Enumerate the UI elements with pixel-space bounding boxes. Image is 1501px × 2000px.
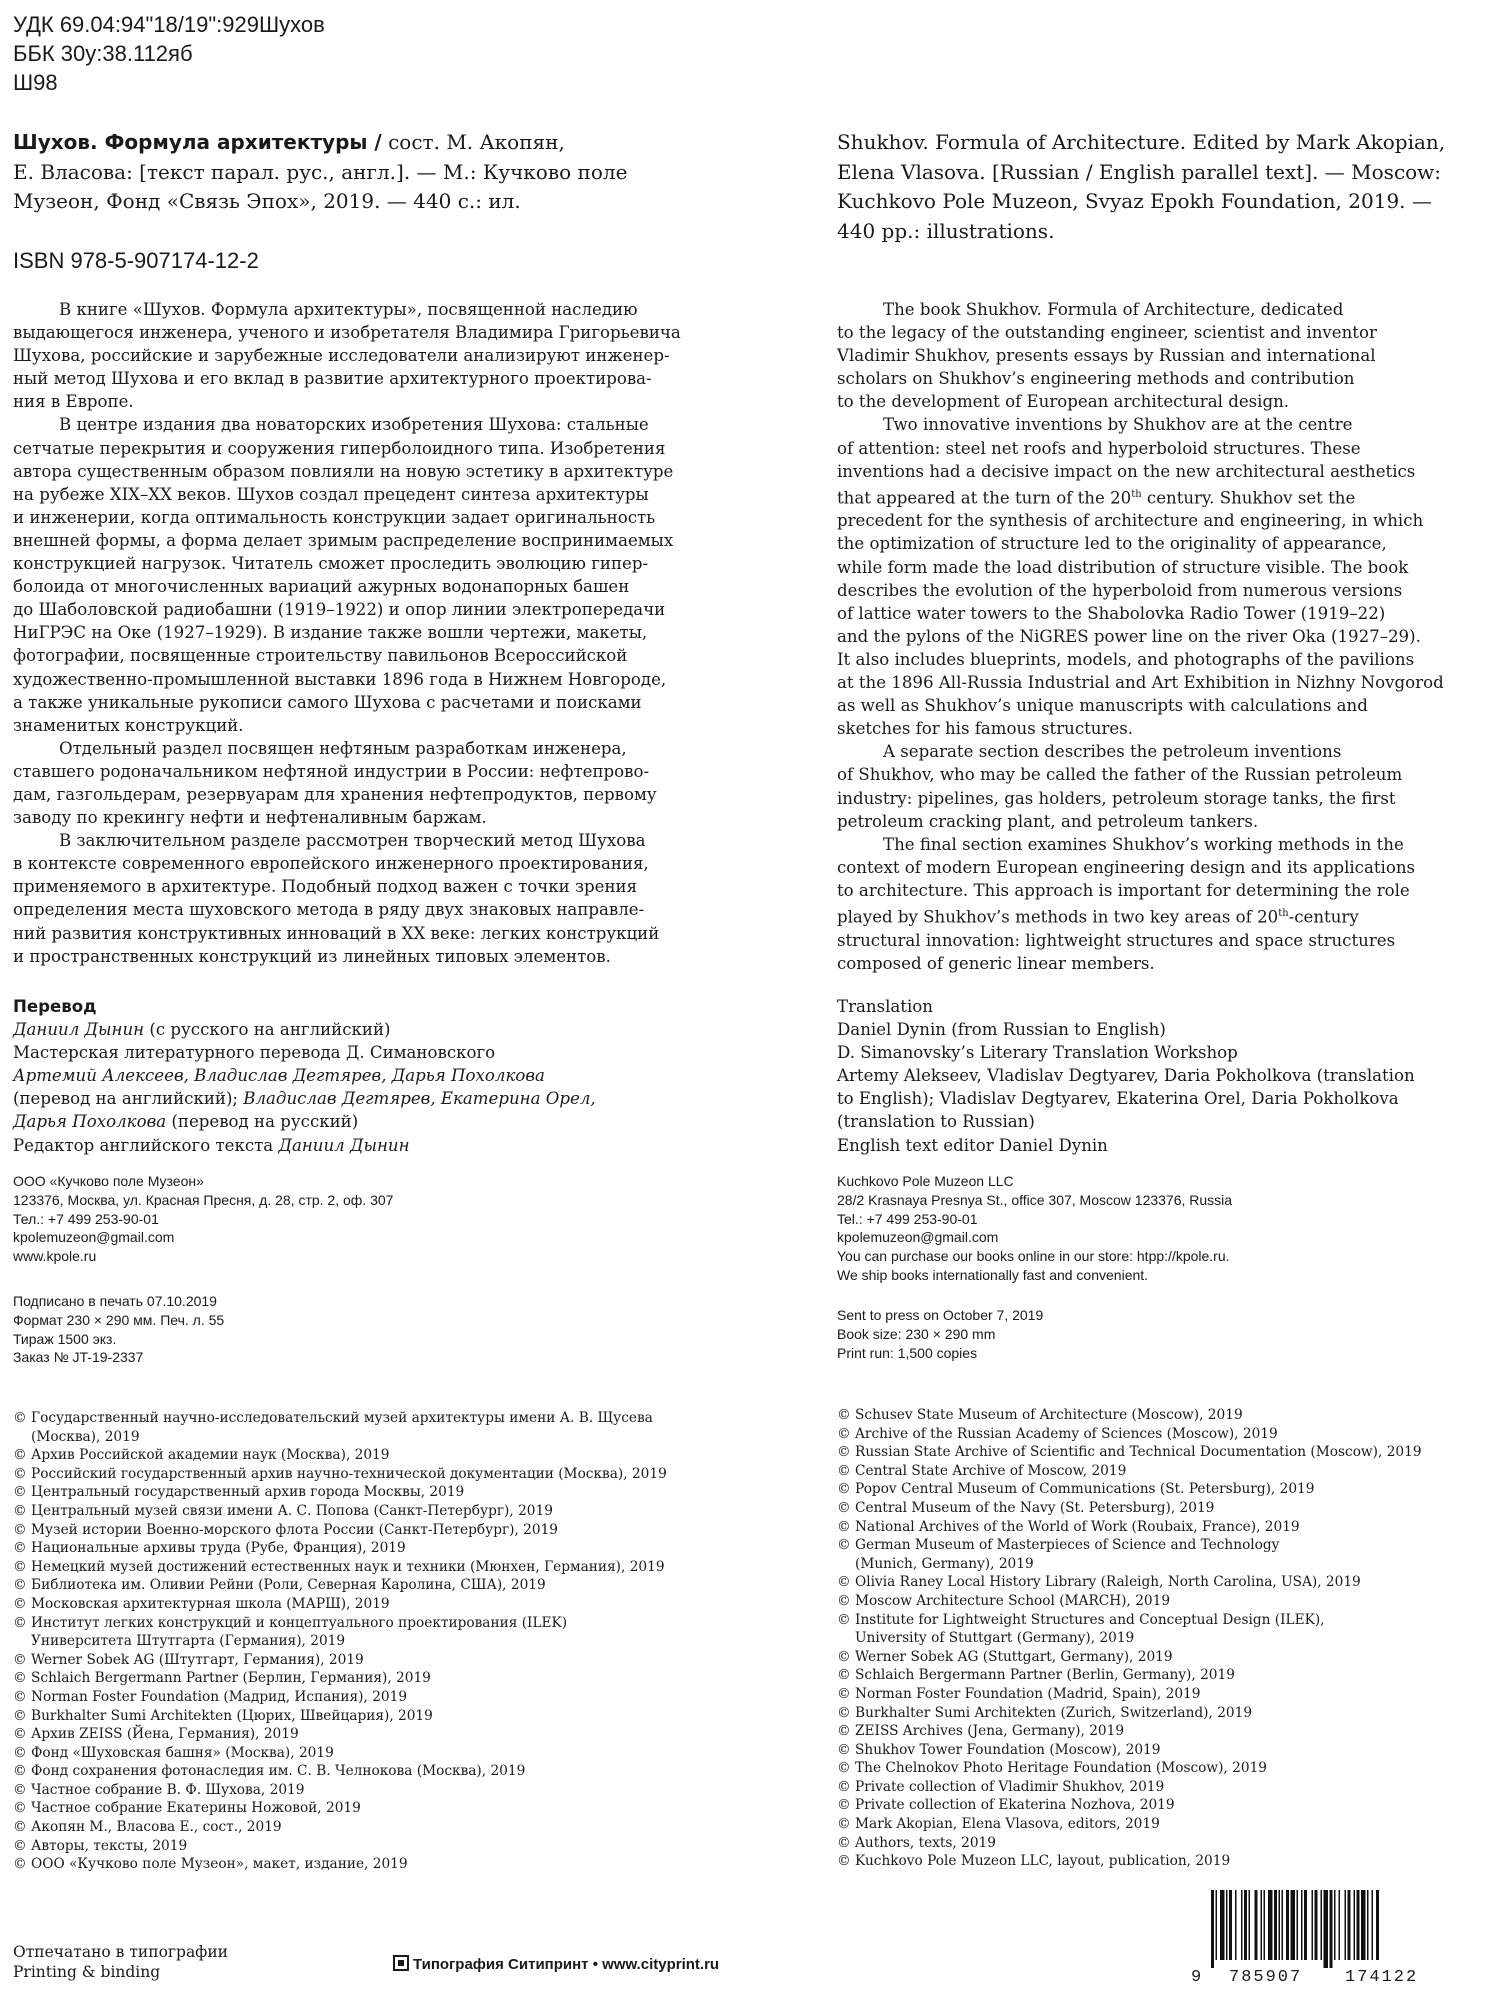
print-line: Подписано в печать 07.10.2019	[13, 1293, 217, 1309]
publisher-line: Tel.: +7 499 253-90-01	[837, 1210, 978, 1227]
copyright-line: © Central State Archive of Moscow, 2019	[837, 1462, 1127, 1479]
biblio-en-line: Shukhov. Formula of Architecture. Edited by Mark Akopian,	[837, 130, 1446, 154]
copyright-line: Университета Штутгарта (Германия), 2019	[31, 1633, 346, 1650]
credit-text: (translation to Russian)	[837, 1112, 1035, 1132]
annotation-line: автора существенным образом повлияли на новую эстетику в архитектуре	[13, 461, 674, 481]
copyright-line: © Burkhalter Sumi Architekten (Zurich, Switzerland), 2019	[837, 1704, 1253, 1721]
annotation-line: inventions had a decisive impact on the new architectural aesthetics	[837, 461, 1416, 481]
annotation-line: played by Shukhov’s methods in two key areas of 20th-century	[837, 907, 1359, 927]
translator-name: Даниил Дынин	[13, 1020, 145, 1040]
annotation-line: composed of generic linear members.	[837, 953, 1155, 973]
copyright-line: University of Stuttgart (Germany), 2019	[855, 1630, 1135, 1647]
annotation-line: scholars on Shukhov’s engineering methods and contribution	[837, 369, 1355, 389]
barcode-right-digits: 174122	[1345, 1968, 1419, 1987]
translation-credits-ru	[13, 995, 725, 1157]
copyright-line: © Norman Foster Foundation (Мадрид, Испания), 2019	[13, 1688, 408, 1705]
annotation-line: ставшего родоначальником нефтяной индустрии в России: нефтепрово-	[13, 761, 650, 781]
copyright-line: © Popov Central Museum of Communications (St. Petersburg), 2019	[837, 1481, 1315, 1498]
copyright-list-ru	[13, 1409, 725, 1874]
annotation-line: НиГРЭС на Оке (1927–1929). В издание также вошли чертежи, макеты,	[13, 623, 648, 643]
publisher-line: kpolemuzeon@gmail.com	[13, 1229, 175, 1246]
annotation-line: The final section examines Shukhov’s working methods in the	[883, 834, 1404, 854]
annotation-line: Шухова, российские и зарубежные исследователи анализируют инженер-	[13, 346, 670, 366]
annotation-line: industry: pipelines, gas holders, petroleum storage tanks, the first	[837, 788, 1396, 808]
copyright-line: © Архив Российской академии наук (Москва), 2019	[13, 1447, 390, 1464]
copyright-line: © Werner Sobek AG (Штутгарт, Германия), 2019	[13, 1651, 364, 1668]
annotation-line: as well as Shukhov’s unique manuscripts with calculations and	[837, 696, 1368, 716]
annotation-line: применяемого в архитектуре. Подобный подход важен с точки зрения	[13, 877, 638, 897]
publisher-info-en	[837, 1172, 1487, 1285]
editor-name: Даниил Дынин	[278, 1135, 410, 1155]
annotation-line: внешней формы, а форма делает зримым распределение воспринимаемых	[13, 530, 674, 550]
barcode-lead-digit: 9	[1191, 1968, 1202, 1987]
copyright-line: © Музей истории Военно-морского флота России (Санкт-Петербург), 2019	[13, 1521, 559, 1538]
copyright-line: © Central Museum of the Navy (St. Petersburg), 2019	[837, 1499, 1215, 1516]
udk-codes	[13, 10, 325, 97]
print-line: Sent to press on October 7, 2019	[837, 1307, 1044, 1323]
cityprint-logo-icon	[393, 1955, 409, 1971]
copyright-line: © Архив ZEISS (Йена, Германия), 2019	[13, 1726, 299, 1743]
copyright-line: © Schlaich Bergermann Partner (Berlin, Germany), 2019	[837, 1667, 1235, 1684]
annotation-line: A separate section describes the petroleum inventions	[883, 742, 1342, 762]
copyright-line: © Государственный научно-исследовательский музей архитектуры имени А. В. Щусева	[13, 1410, 653, 1426]
annotation-line: The book Shukhov. Formula of Architecture, dedicated	[883, 300, 1344, 319]
biblio-ru-line: сост. М. Акопян,	[381, 130, 565, 154]
copyright-line: © Olivia Raney Local History Library (Raleigh, North Carolina, USA), 2019	[837, 1574, 1361, 1591]
udk-code: УДК 69.04:94"18/19":929Шухов	[13, 12, 325, 37]
annotation-line: of Shukhov, who may be called the father of the Russian petroleum	[837, 765, 1403, 785]
copyright-line: © Российский государственный архив научно-технической документации (Москва), 2019	[13, 1465, 667, 1482]
annotation-line: structural innovation: lightweight structures and space structures	[837, 930, 1396, 950]
copyright-line: © Московская архитектурная школа (МАРШ), 2019	[13, 1595, 390, 1612]
annotation-line: of attention: steel net roofs and hyperboloid structures. These	[837, 438, 1361, 458]
biblio-record-ru	[13, 128, 725, 217]
copyright-list-en	[837, 1406, 1487, 1871]
annotation-line: that appeared at the turn of the 20th century. Shukhov set the	[837, 488, 1356, 508]
isbn: ISBN 978-5-907174-12-2	[13, 248, 259, 273]
print-info-ru	[13, 1292, 725, 1367]
credit-text: Редактор английского текста	[13, 1135, 279, 1155]
credit-text: D. Simanovsky’s Literary Translation Workshop	[837, 1043, 1238, 1063]
credit-text: (перевод на английский);	[13, 1089, 244, 1109]
annotation-line: и пространственных конструкций из линейных типовых элементов.	[13, 946, 611, 966]
copyright-line: © ZEISS Archives (Jena, Germany), 2019	[837, 1723, 1125, 1740]
copyright-line: © German Museum of Masterpieces of Science and Technology	[837, 1537, 1280, 1554]
printer-name	[393, 1955, 719, 1973]
copyright-line: © Центральный государственный архив города Москвы, 2019	[13, 1484, 465, 1501]
annotation-line: а также уникальные рукописи самого Шухова с расчетами и поисками	[13, 692, 642, 712]
translation-heading-ru: Перевод	[13, 997, 97, 1016]
annotation-line: ния в Европе.	[13, 392, 134, 412]
print-line: Заказ № JT-19-2337	[13, 1349, 144, 1366]
copyright-line: © Schusev State Museum of Architecture (Moscow), 2019	[837, 1407, 1243, 1423]
print-line: Print run: 1,500 copies	[837, 1344, 978, 1361]
credit-text: (перевод на русский)	[166, 1112, 359, 1132]
annotation-line: заводу по крекингу нефти и нефтеналивным баржам.	[13, 808, 487, 828]
bbk-code: ББК 30у:38.112яб	[13, 41, 193, 66]
annotation-line: фотографии, посвященные строительству павильонов Всероссийской	[13, 646, 628, 666]
annotation-en	[837, 298, 1487, 975]
copyright-line: © Фонд «Шуховская башня» (Москва), 2019	[13, 1744, 334, 1761]
credit-text: Daniel Dynin (from Russian to English)	[837, 1020, 1166, 1040]
translator-name: Дарья Похолкова	[13, 1112, 167, 1132]
annotation-line: и инженерии, когда оптимальность конструкции задает оригинальность	[13, 507, 656, 527]
annotation-line: болоида от многочисленных вариаций ажурных водонапорных башен	[13, 577, 630, 597]
publisher-line: 123376, Москва, ул. Красная Пресня, д. 28, стр. 2, оф. 307	[13, 1191, 394, 1208]
publisher-line: ООО «Кучково поле Музеон»	[13, 1173, 204, 1189]
translator-names: Артемий Алексеев, Владислав Дегтярев, Дарья Похолкова	[13, 1066, 545, 1086]
annotation-line: знаменитых конструкций.	[13, 715, 244, 735]
isbn-barcode	[1185, 1890, 1455, 1990]
annotation-line: ный метод Шухова и его вклад в развитие архитектурного проектирова-	[13, 369, 652, 389]
publisher-info-ru	[13, 1172, 725, 1266]
biblio-en-line: Kuchkovo Pole Muzeon, Svyaz Epokh Foundation, 2019. —	[837, 189, 1432, 213]
annotation-line: to the development of European architectural design.	[837, 392, 1290, 412]
printed-ru: Отпечатано в типографии	[13, 1943, 228, 1961]
copyright-line: © Библиотека им. Оливии Рейни (Роли, Северная Каролина, США), 2019	[13, 1577, 546, 1594]
copyright-line: © Центральный музей связи имени А. С. Попова (Санкт-Петербург), 2019	[13, 1502, 553, 1519]
translation-heading-en: Translation	[837, 997, 933, 1016]
copyright-line: © Russian State Archive of Scientific and Technical Documentation (Moscow), 2019	[837, 1444, 1422, 1461]
copyright-line: © Акопян М., Власова Е., сост., 2019	[13, 1819, 282, 1836]
annotation-line: художественно-промышленной выставки 1896 года в Нижнем Новгороде,	[13, 669, 667, 689]
annotation-line: to the legacy of the outstanding engineer, scientist and inventor	[837, 323, 1377, 343]
copyright-line: © Частное собрание В. Ф. Шухова, 2019	[13, 1781, 305, 1798]
annotation-line: ний развития конструктивных инноваций в XX веке: легких конструкций	[13, 923, 660, 943]
copyright-line: © Фонд сохранения фотонаследия им. С. В. Челнокова (Москва), 2019	[13, 1763, 526, 1780]
annotation-line: sketches for his famous structures.	[837, 719, 1134, 739]
copyright-line: © The Chelnokov Photo Heritage Foundation (Moscow), 2019	[837, 1760, 1268, 1777]
biblio-en-line: Elena Vlasova. [Russian / English parallel text]. — Moscow:	[837, 159, 1442, 184]
annotation-line: сетчатые перекрытия и сооружения гиперболоидного типа. Изобретения	[13, 438, 666, 458]
copyright-line: © Werner Sobek AG (Stuttgart, Germany), 2019	[837, 1648, 1173, 1665]
printer-label: Типография Ситипринт • www.cityprint.ru	[413, 1956, 720, 1973]
copyright-line: © Burkhalter Sumi Architekten (Цюрих, Швейцария), 2019	[13, 1707, 433, 1724]
copyright-line: (Munich, Germany), 2019	[855, 1555, 1034, 1572]
copyright-line: (Москва), 2019	[31, 1428, 140, 1445]
credit-text: (с русского на английский)	[144, 1020, 391, 1040]
translation-credits-en	[837, 995, 1487, 1157]
annotation-line: В центре издания два новаторских изобретения Шухова: стальные	[59, 415, 649, 435]
annotation-line: Vladimir Shukhov, presents essays by Russian and international	[837, 346, 1376, 366]
biblio-en-line: 440 pp.: illustrations.	[837, 218, 1055, 243]
copyright-line: © Institute for Lightweight Structures and Conceptual Design (ILEK),	[837, 1611, 1325, 1628]
barcode-bars	[1209, 1890, 1444, 1968]
publisher-line: 28/2 Krasnaya Presnya St., office 307, Moscow 123376, Russia	[837, 1191, 1233, 1208]
annotation-line: до Шаболовской радиобашни (1919–1922) и опор линии электропередачи	[13, 600, 666, 620]
annotation-line: describes the evolution of the hyperboloid from numerous versions	[837, 580, 1403, 600]
publisher-line: kpolemuzeon@gmail.com	[837, 1229, 999, 1246]
annotation-line: to architecture. This approach is important for determining the role	[837, 880, 1410, 900]
publisher-line: Тел.: +7 499 253-90-01	[13, 1210, 159, 1227]
biblio-ru-line: Е. Власова: [текст парал. рус., англ.]. — М.: Кучково поле	[13, 159, 628, 184]
print-line: Формат 230 × 290 мм. Печ. л. 55	[13, 1311, 225, 1328]
annotation-line: the optimization of structure led to the originality of appearance,	[837, 534, 1387, 554]
copyright-line: © Институт легких конструкций и концептуального проектирования (ILEK)	[13, 1614, 568, 1631]
copyright-line: © Private collection of Vladimir Shukhov, 2019	[837, 1778, 1165, 1795]
annotation-line: дам, газгольдерам, резервуарам для хранения нефтепродуктов, первому	[13, 784, 657, 804]
printed-en: Printing & binding	[13, 1963, 161, 1981]
copyright-line: © Private collection of Ekaterina Nozhova, 2019	[837, 1797, 1175, 1814]
annotation-line: на рубеже XIX–XX веков. Шухов создал прецедент синтеза архитектуры	[13, 484, 649, 504]
copyright-line: © Mark Akopian, Elena Vlasova, editors, 2019	[837, 1816, 1160, 1833]
annotation-line: конструкцией нагрузок. Читатель сможет проследить эволюцию гипер-	[13, 554, 649, 574]
credit-text: Artemy Alekseev, Vladislav Degtyarev, Daria Pokholkova (translation	[837, 1066, 1415, 1086]
annotation-line: petroleum cracking plant, and petroleum tankers.	[837, 811, 1259, 831]
annotation-line: and the pylons of the NiGRES power line on the river Oka (1927–29).	[837, 626, 1421, 646]
author-mark: Ш98	[13, 70, 58, 95]
print-line: Book size: 230 × 290 mm	[837, 1325, 996, 1342]
copyright-line: © Schlaich Bergermann Partner (Берлин, Германия), 2019	[13, 1670, 431, 1687]
copyright-line: © ООО «Кучково поле Музеон», макет, издание, 2019	[13, 1856, 408, 1873]
annotation-line: Отдельный раздел посвящен нефтяным разработкам инженера,	[59, 738, 627, 758]
annotation-line: в контексте современного европейского инженерного проектирования,	[13, 854, 649, 874]
annotation-line: определения места шуховского метода в ряду двух знаковых направле-	[13, 900, 645, 920]
annotation-line: It also includes blueprints, models, and photographs of the pavilions	[837, 649, 1415, 669]
copyright-line: © Moscow Architecture School (MARCH), 2019	[837, 1592, 1171, 1609]
annotation-line: В заключительном разделе рассмотрен творческий метод Шухова	[59, 831, 646, 851]
biblio-record-en	[837, 128, 1487, 246]
annotation-line: at the 1896 All-Russia Industrial and Art Exhibition in Nizhny Novgorod	[837, 673, 1444, 693]
annotation-line: of lattice water towers to the Shabolovka Radio Tower (1919–22)	[837, 603, 1386, 623]
annotation-ru	[13, 298, 725, 968]
publisher-line: Kuchkovo Pole Muzeon LLC	[837, 1173, 1014, 1189]
copyright-line: © National Archives of the World of Work (Roubaix, France), 2019	[837, 1518, 1300, 1535]
credit-text: English text editor Daniel Dynin	[837, 1135, 1108, 1155]
copyright-line: © Norman Foster Foundation (Madrid, Spain), 2019	[837, 1685, 1201, 1702]
translator-names: Владислав Дегтярев, Екатерина Орел,	[243, 1089, 596, 1109]
copyright-line: © Kuchkovo Pole Muzeon LLC, layout, publication, 2019	[837, 1853, 1231, 1870]
publisher-line: You can purchase our books online in our store: htpp://kpole.ru.	[837, 1248, 1230, 1265]
publisher-line: www.kpole.ru	[13, 1248, 97, 1265]
publisher-line: We ship books internationally fast and convenient.	[837, 1266, 1149, 1283]
credit-text: to English); Vladislav Degtyarev, Ekaterina Orel, Daria Pokholkova	[837, 1089, 1399, 1109]
book-title-ru: Шухов. Формула архитектуры /	[13, 130, 382, 154]
print-info-en	[837, 1306, 1487, 1362]
copyright-line: © Национальные архивы труда (Рубе, Франция), 2019	[13, 1540, 406, 1557]
annotation-line: выдающегося инженера, ученого и изобретателя Владимира Григорьевича	[13, 323, 681, 343]
credit-text: Мастерская литературного перевода Д. Симановского	[13, 1043, 496, 1063]
print-line: Тираж 1500 экз.	[13, 1330, 117, 1347]
copyright-line: © Немецкий музей достижений естественных наук и техники (Мюнхен, Германия), 2019	[13, 1558, 665, 1575]
copyright-line: © Archive of the Russian Academy of Sciences (Moscow), 2019	[837, 1425, 1278, 1442]
copyright-line: © Частное собрание Екатерины Ножовой, 2019	[13, 1800, 361, 1817]
annotation-line: В книге «Шухов. Формула архитектуры», посвященной наследию	[59, 300, 638, 319]
barcode-left-digits: 785907	[1229, 1968, 1303, 1987]
copyright-line: © Авторы, тексты, 2019	[13, 1837, 188, 1854]
annotation-line: context of modern European engineering design and its applications	[837, 857, 1416, 877]
copyright-line: © Shukhov Tower Foundation (Moscow), 2019	[837, 1741, 1161, 1758]
copyright-line: © Authors, texts, 2019	[837, 1834, 996, 1851]
annotation-line: Two innovative inventions by Shukhov are at the centre	[883, 415, 1353, 435]
annotation-line: while form made the load distribution of structure visible. The book	[837, 557, 1409, 577]
annotation-line: precedent for the synthesis of architecture and engineering, in which	[837, 511, 1424, 531]
biblio-ru-line: Музеон, Фонд «Связь Эпох», 2019. — 440 с.: ил.	[13, 189, 521, 213]
